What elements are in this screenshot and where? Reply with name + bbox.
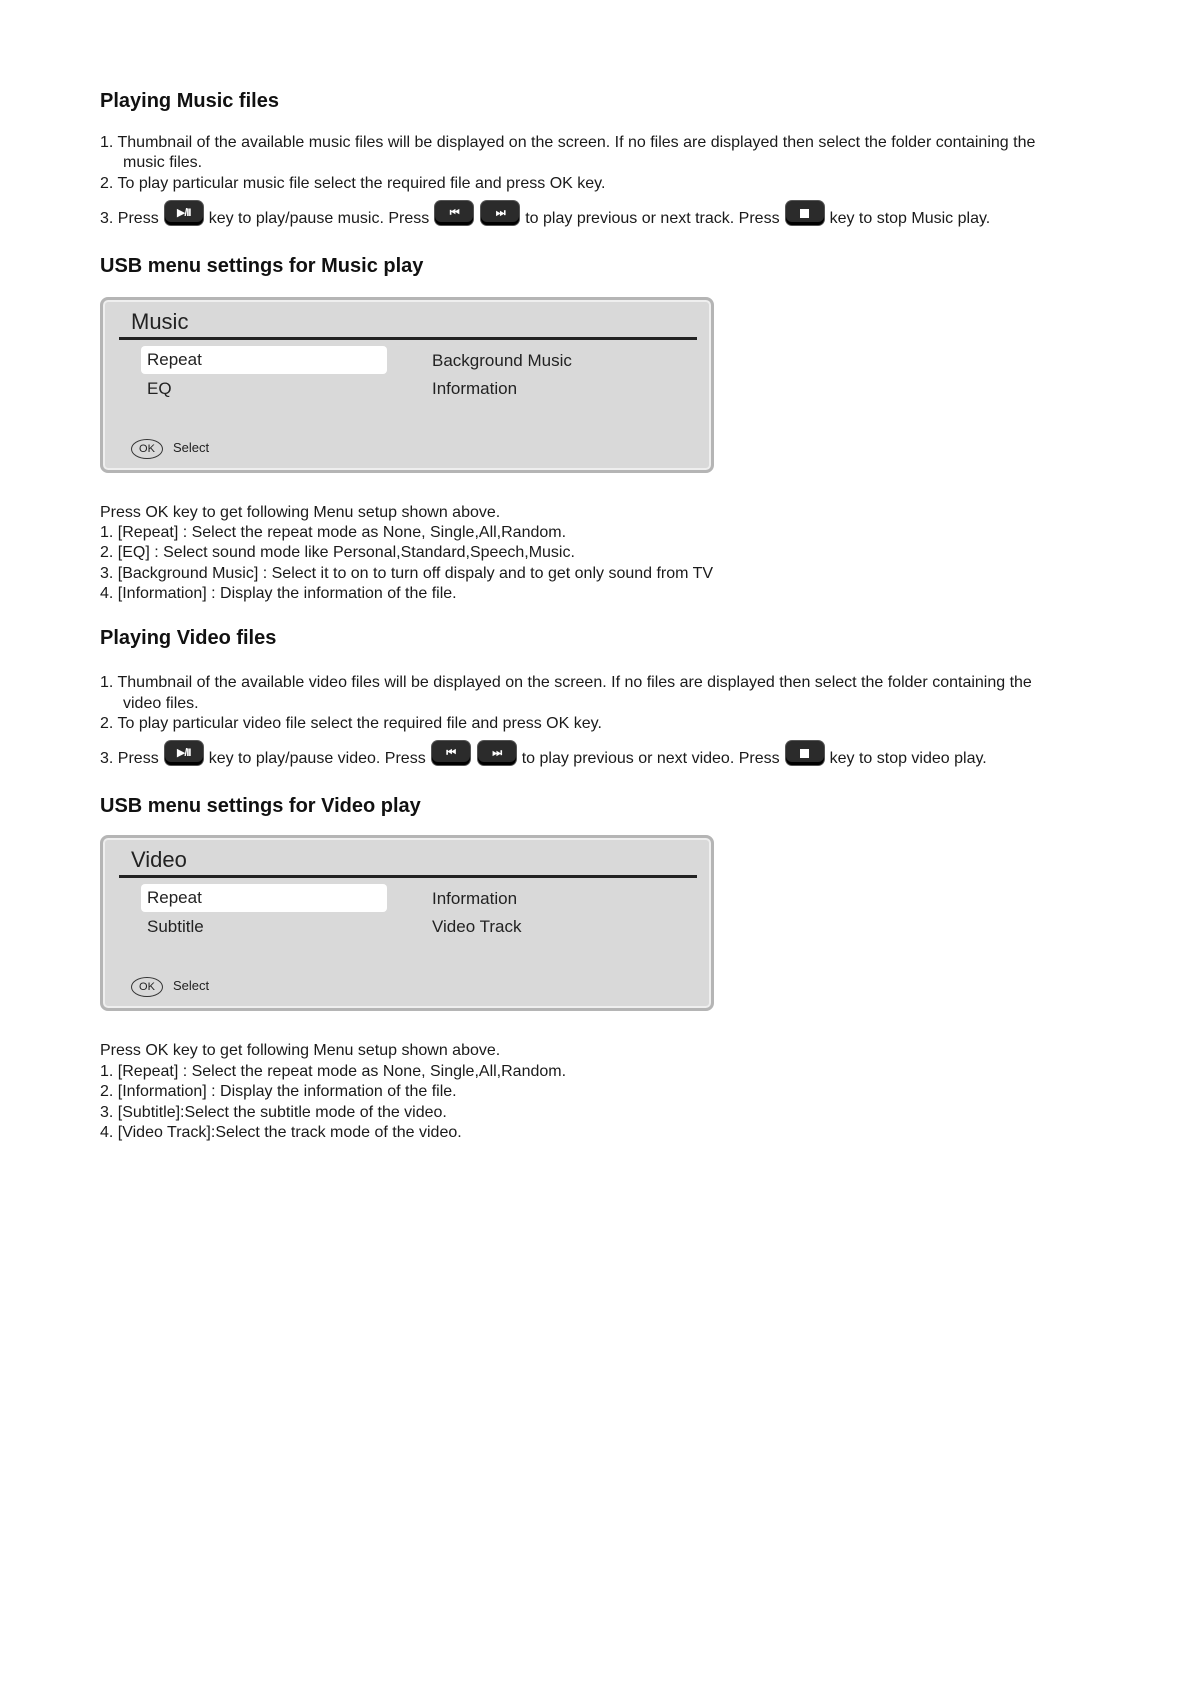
next-key-icon: ⏭ (481, 201, 519, 225)
ok-button-icon: OK (131, 439, 163, 459)
video-option-video-track[interactable]: Video Track (432, 917, 522, 936)
video-notes-intro: Press OK key to get following Menu setup shown above. (100, 1042, 501, 1059)
ok-select-label: Select (173, 440, 210, 455)
music-item-3-d: key to stop Music play. (829, 210, 991, 227)
video-option-repeat[interactable]: Repeat (141, 884, 387, 912)
ok-button-icon: OK (131, 977, 163, 997)
video-option-information[interactable]: Information (432, 889, 518, 908)
video-item-1: 1. Thumbnail of the available video files will be displayed on the screen. If no files are displayed then select the folder containing the (100, 674, 1032, 691)
music-note-1: 1. [Repeat] : Select the repeat mode as None, Single,All,Random. (100, 524, 567, 541)
play-pause-key-icon: ▶/II (165, 741, 203, 765)
video-item-3-d: key to stop video play. (829, 750, 987, 767)
stop-key-icon (786, 741, 824, 765)
video-note-3: 3. [Subtitle]:Select the subtitle mode of the video. (100, 1104, 447, 1121)
music-note-3: 3. [Background Music] : Select it to on to turn off dispaly and to get only sound from TV (100, 565, 714, 582)
music-option-background-music[interactable]: Background Music (432, 351, 572, 370)
ok-select-label: Select (173, 978, 210, 993)
music-item-1-cont: music files. (123, 154, 203, 171)
music-menu-divider (119, 337, 697, 340)
music-item-3-c: to play previous or next track. Press (525, 210, 780, 227)
video-item-3-b: key to play/pause video. Press (208, 750, 426, 767)
music-item-3 (100, 207, 990, 231)
music-note-2: 2. [EQ] : Select sound mode like Personal,Standard,Speech,Music. (100, 544, 575, 561)
music-note-4: 4. [Information] : Display the information of the file. (100, 585, 457, 602)
video-menu-heading: USB menu settings for Video play (100, 795, 421, 817)
video-note-2: 2. [Information] : Display the information of the file. (100, 1083, 457, 1100)
video-item-3-a: 3. Press (100, 750, 159, 767)
video-heading: Playing Video files (100, 627, 277, 649)
video-option-subtitle[interactable]: Subtitle (147, 917, 204, 936)
video-menu-divider (119, 875, 697, 878)
next-key-icon: ⏭ (478, 741, 516, 765)
previous-key-icon: ⏮ (435, 201, 473, 225)
music-heading: Playing Music files (100, 90, 279, 112)
music-item-2: 2. To play particular music file select the required file and press OK key. (100, 175, 606, 192)
video-item-2: 2. To play particular video file select the required file and press OK key. (100, 715, 602, 732)
video-note-1: 1. [Repeat] : Select the repeat mode as None, Single,All,Random. (100, 1063, 567, 1080)
play-pause-key-icon: ▶/II (165, 201, 203, 225)
video-note-4: 4. [Video Track]:Select the track mode of the video. (100, 1124, 462, 1141)
music-menu-panel (100, 297, 714, 473)
music-option-eq[interactable]: EQ (147, 379, 172, 398)
music-item-1: 1. Thumbnail of the available music files will be displayed on the screen. If no files are displayed then select the folder containing the (100, 134, 1036, 151)
music-notes-intro: Press OK key to get following Menu setup shown above. (100, 504, 501, 521)
previous-key-icon: ⏮ (432, 741, 470, 765)
music-option-information[interactable]: Information (432, 379, 518, 398)
video-item-3 (100, 747, 987, 771)
video-item-3-c: to play previous or next video. Press (521, 750, 780, 767)
video-menu-title: Video (131, 847, 187, 872)
music-item-3-a: 3. Press (100, 210, 159, 227)
video-item-1-cont: video files. (123, 695, 199, 712)
music-item-3-b: key to play/pause music. Press (208, 210, 430, 227)
music-option-repeat[interactable]: Repeat (141, 346, 387, 374)
stop-key-icon (786, 201, 824, 225)
music-menu-heading: USB menu settings for Music play (100, 255, 424, 277)
video-menu-panel (100, 835, 714, 1011)
music-menu-title: Music (131, 309, 189, 334)
